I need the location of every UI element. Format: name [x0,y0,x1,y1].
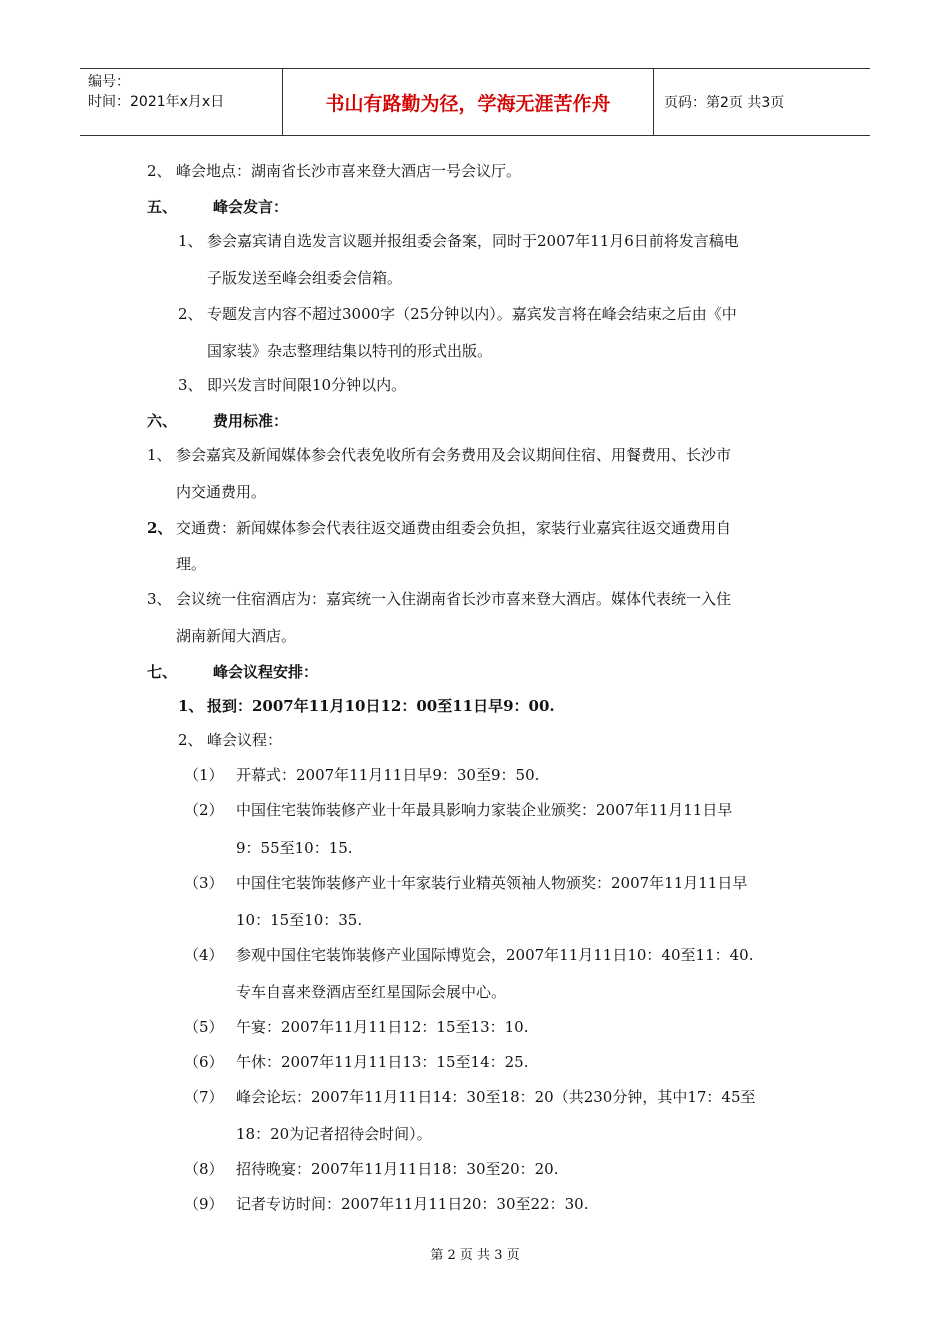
doc-time-label: 时间：2021年x月x日 [88,94,225,110]
agenda-item-7-cont: 18：20为记者招待会时间）。 [236,1125,432,1143]
fee-item-3-cont: 湖南新闻大酒店。 [176,627,297,645]
agenda-item-3: （3） 中国住宅装饰装修产业十年家装行业精英领袖人物颁奖：2007年11月11日早 [184,874,748,892]
agenda-item-4-cont: 专车自喜来登酒店至红星国际会展中心。 [236,983,507,1001]
speech-item-1: 1、 参会嘉宾请自选发言议题并报组委会备案，同时于2007年11月6日前将发言稿电 [178,232,739,250]
agenda-item-3-cont: 10：15至10：35. [236,911,363,929]
venue-line: 2、 峰会地点：湖南省长沙市喜来登大酒店一号会议厅。 [147,162,522,180]
page-footer: 第 2 页 共 3 页 [430,1248,520,1263]
header-meta [80,69,282,135]
speech-item-2-cont: 国家装》杂志整理结集以特刊的形式出版。 [207,342,493,360]
agenda-item-5: （5） 午宴：2007年11月11日12：15至13：10. [184,1018,529,1036]
agenda-item-8: （8） 招待晚宴：2007年11月11日18：30至20：20. [184,1160,559,1178]
agenda-item-6: （6） 午休：2007年11月11日13：15至14：25. [184,1053,529,1071]
fee-item-1-cont: 内交通费用。 [176,483,267,501]
agenda-item-9: （9） 记者专访时间：2007年11月11日20：30至22：30. [184,1195,589,1213]
header-page-info: 页码：第2页 共3页 [664,95,785,111]
page-header [80,68,870,136]
section-heading-agenda: 七、 峰会议程安排： [147,663,319,681]
agenda-registration: 1、 报到：2007年11月10日12：00至11日早9：00. [178,697,555,715]
speech-item-3: 3、 即兴发言时间限10分钟以内。 [178,376,407,394]
speech-item-2: 2、 专题发言内容不超过3000字（25分钟以内）。嘉宾发言将在峰会结束之后由《中 [178,305,737,323]
section-heading-speeches: 五、 峰会发言： [147,198,289,216]
doc-code-label: 编号： [88,74,130,90]
speech-item-1-cont: 子版发送至峰会组委会信箱。 [207,269,403,287]
fee-item-2: 2、 交通费：新闻媒体参会代表往返交通费由组委会负担，家装行业嘉宾往返交通费用自 [147,519,732,537]
agenda-item-2: （2） 中国住宅装饰装修产业十年最具影响力家装企业颁奖：2007年11月11日早 [184,801,733,819]
section-heading-fees: 六、 费用标准： [147,412,289,430]
agenda-item-1: （1） 开幕式：2007年11月11日早9：30至9：50. [184,766,540,784]
agenda-item-2-cont: 9：55至10：15. [236,839,353,857]
header-slogan: 书山有路勤为径，学海无涯苦作舟 [282,69,654,135]
fee-item-2-cont: 理。 [176,555,207,573]
fee-item-1: 1、 参会嘉宾及新闻媒体参会代表免收所有会务费用及会议期间住宿、用餐费用、长沙市 [147,446,732,464]
fee-item-3: 3、 会议统一住宿酒店为：嘉宾统一入住湖南省长沙市喜来登大酒店。媒体代表统一入住 [147,590,732,608]
agenda-heading: 2、 峰会议程： [178,731,283,749]
agenda-item-4: （4） 参观中国住宅装饰装修产业国际博览会，2007年11月11日10：40至11：40. [184,946,754,964]
agenda-item-7: （7） 峰会论坛：2007年11月11日14：30至18：20（共230分钟，其中17：45至 [184,1088,756,1106]
